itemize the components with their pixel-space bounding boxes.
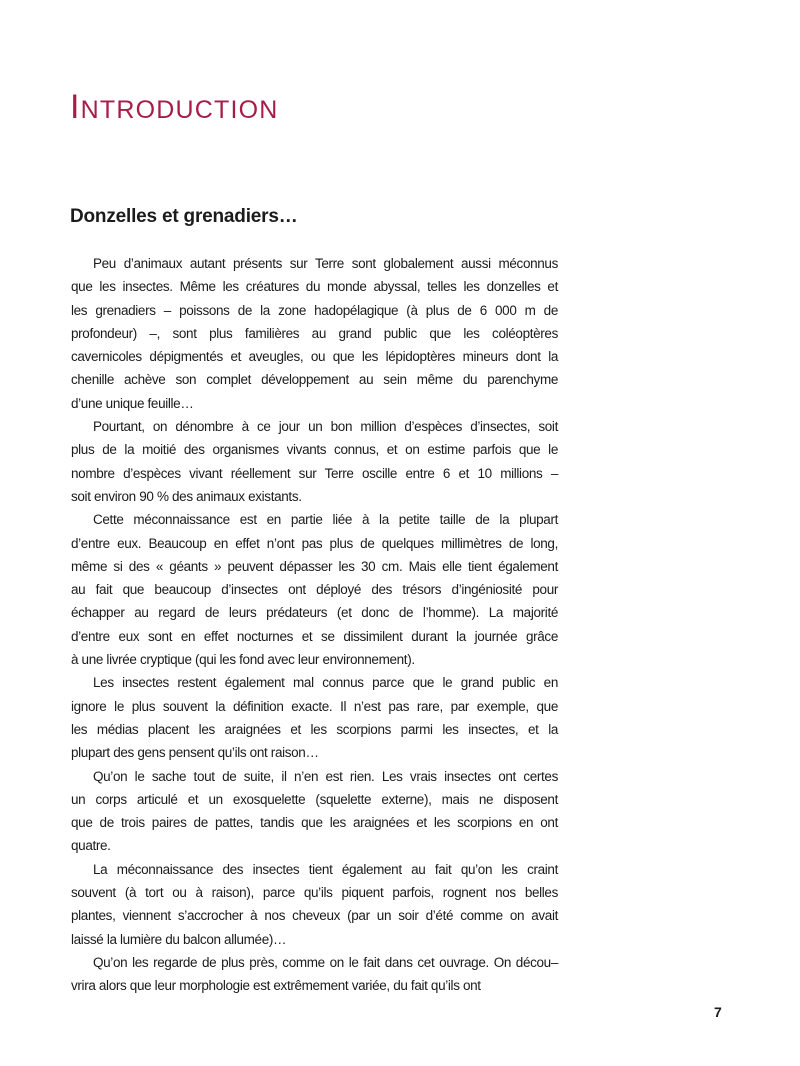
text-line: un corps articulé et un exosquelette (squelette externe), mais ne disposent bbox=[71, 791, 558, 807]
text-line: Qu’on le sache tout de suite, il n’en est rien. Les vrais insectes ont certes bbox=[93, 768, 558, 784]
text-line: d’entre eux. Beaucoup en effet n’ont pas plus de quelques millimètres de long, bbox=[71, 535, 558, 551]
text-line: ignore le plus souvent la définition exacte. Il n’est pas rare, par exemple, que bbox=[71, 698, 558, 714]
text-line: échapper au regard de leurs prédateurs (et donc de l’homme). La majorité bbox=[71, 605, 558, 621]
text-line: d’une unique feuille… bbox=[71, 395, 194, 411]
text-line: au fait que beaucoup d’insectes ont déployé des trésors d’ingéniosité pour bbox=[71, 582, 558, 598]
text-line: plantes, viennent s’accrocher à nos cheveux (par un soir d’été comme on avait bbox=[71, 908, 558, 924]
text-line: que de trois paires de pattes, tandis que les araignées et les scorpions en ont bbox=[71, 815, 558, 831]
text-line: profondeur) –, sont plus familières au grand public que les coléoptères bbox=[71, 325, 558, 341]
text-line: nombre d’espèces vivant réellement sur Terre oscille entre 6 et 10 millions – bbox=[71, 465, 558, 481]
text-line: laissé la lumière du balcon allumée)… bbox=[71, 931, 287, 947]
text-line: les grenadiers – poissons de la zone hadopélagique (à plus de 6 000 m de bbox=[71, 302, 558, 318]
page-number: 7 bbox=[714, 1004, 722, 1020]
text-line: plus de la moitié des organismes vivants connus, et on estime parfois que le bbox=[71, 442, 558, 458]
text-line: que les insectes. Même les créatures du monde abyssal, telles les donzelles et bbox=[71, 279, 558, 295]
text-line: d’entre eux sont en effet nocturnes et se dissimilent durant la journée grâce bbox=[71, 628, 558, 644]
paragraph bbox=[71, 765, 558, 858]
text-line: plupart des gens pensent qu’ils ont raison… bbox=[71, 745, 319, 761]
paragraph bbox=[71, 252, 558, 415]
text-line: chenille achève son complet développement au sein même du parenchyme bbox=[71, 372, 558, 388]
text-line: Pourtant, on dénombre à ce jour un bon million d’espèces d’insectes, soit bbox=[93, 419, 558, 435]
text-line: cavernicoles dépigmentés et aveugles, ou que les lépidoptères mineurs dont la bbox=[71, 349, 558, 365]
text-line: souvent (à tort ou à raison), parce qu’ils piquent parfois, rognent nos belles bbox=[71, 885, 558, 901]
text-line: même si des « géants » peuvent dépasser les 30 cm. Mais elle tient également bbox=[71, 558, 558, 574]
paragraph bbox=[71, 415, 558, 508]
page-title: INTRODUCTION bbox=[70, 88, 279, 126]
text-line: Les insectes restent également mal connus parce que le grand public en bbox=[93, 675, 558, 691]
text-line: La méconnaissance des insectes tient également au fait qu’on les craint bbox=[93, 861, 558, 877]
text-line: les médias placent les araignées et les scorpions parmi les insectes, et la bbox=[71, 721, 558, 737]
text-line: Cette méconnaissance est en partie liée à la petite taille de la plupart bbox=[93, 512, 558, 528]
section-heading: Donzelles et grenadiers… bbox=[70, 206, 298, 227]
text-line: vrira alors que leur morphologie est extrêmement variée, du fait qu’ils ont bbox=[71, 978, 481, 994]
text-line: à une livrée cryptique (qui les fond avec leur environnement). bbox=[71, 652, 415, 668]
paragraph bbox=[71, 858, 558, 951]
text-line: Qu’on les regarde de plus près, comme on le fait dans cet ouvrage. On décou– bbox=[93, 954, 558, 970]
paragraph bbox=[71, 671, 558, 764]
paragraph bbox=[71, 508, 558, 671]
text-line: Peu d’animaux autant présents sur Terre sont globalement aussi méconnus bbox=[93, 256, 558, 271]
paragraph bbox=[71, 951, 558, 998]
body-text bbox=[71, 252, 558, 998]
text-line: quatre. bbox=[71, 838, 111, 854]
text-line: soit environ 90 % des animaux existants. bbox=[71, 488, 302, 504]
